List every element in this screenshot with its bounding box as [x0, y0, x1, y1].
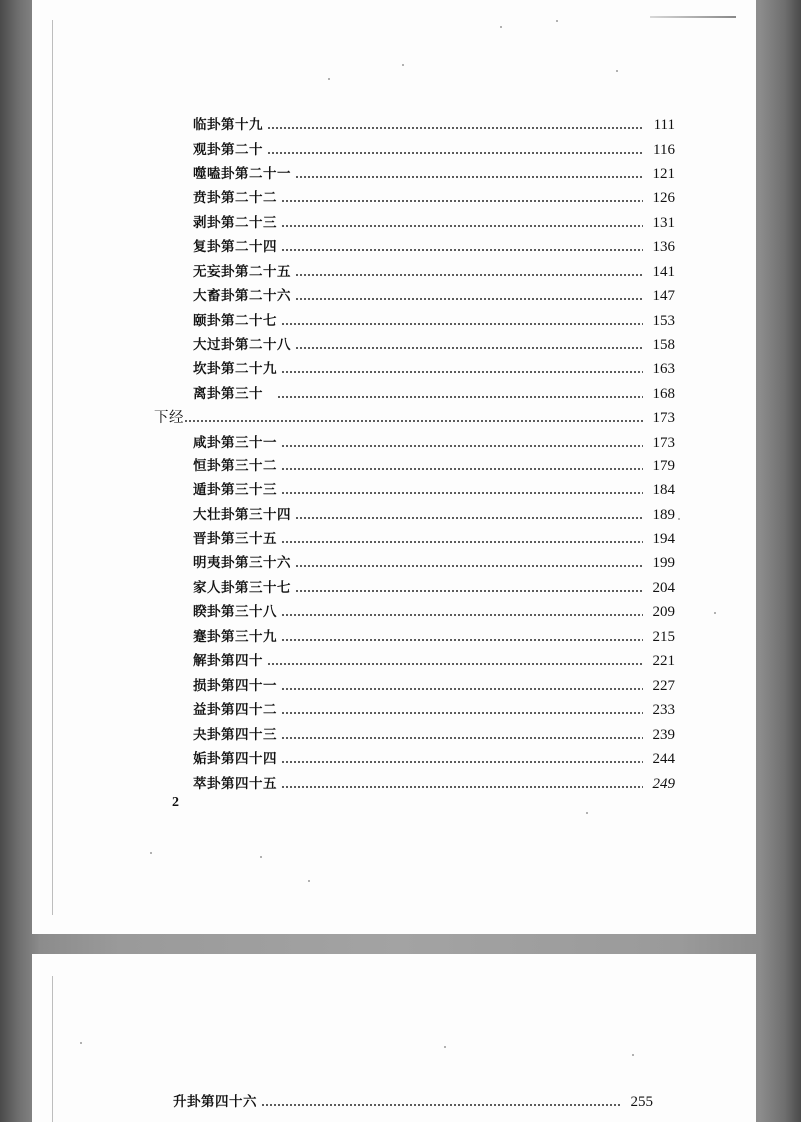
toc-entry-page: 153	[652, 313, 675, 329]
toc-entry-title: 剥卦第二十三	[193, 215, 277, 231]
scan-speck	[308, 880, 310, 882]
toc-entry	[193, 336, 675, 354]
toc-dot-leader	[184, 420, 643, 422]
toc-entry	[193, 457, 675, 475]
toc-entry-title: 蹇卦第三十九	[193, 629, 277, 645]
toc-dot-leader	[281, 712, 643, 714]
toc-entry	[193, 750, 675, 768]
toc-entry-page: 126	[652, 190, 675, 206]
document-page-2	[32, 954, 756, 1122]
toc-entry	[193, 481, 675, 499]
toc-dot-leader	[295, 517, 643, 519]
toc-entry-page: 163	[652, 361, 675, 377]
toc-entry-page: 136	[652, 239, 675, 255]
toc-entry	[193, 385, 675, 403]
toc-entry-title: 坎卦第二十九	[193, 361, 277, 377]
toc-entry	[193, 312, 675, 330]
toc-entry	[193, 165, 675, 183]
scan-speck	[150, 852, 152, 854]
toc-dot-leader	[281, 225, 643, 227]
toc-entry	[193, 726, 675, 744]
scan-speck	[586, 812, 588, 814]
toc-entry-page: 121	[652, 166, 675, 182]
page-binding-line	[52, 20, 53, 915]
toc-entry-title: 损卦第四十一	[193, 678, 277, 694]
toc-entry-title: 夬卦第四十三	[193, 727, 277, 743]
toc-entry-page: 147	[652, 288, 675, 304]
scan-speck	[556, 20, 558, 22]
scan-speck	[616, 70, 618, 72]
toc-dot-leader	[281, 445, 643, 447]
toc-dot-leader	[295, 274, 643, 276]
toc-entry-title: 大畜卦第二十六	[193, 288, 291, 304]
toc-entry-title: 解卦第四十	[193, 653, 263, 669]
toc-entry-page: 199	[652, 555, 675, 571]
toc-dot-leader	[277, 396, 643, 398]
toc-entry-page: 249	[652, 776, 675, 792]
toc-dot-leader	[281, 371, 643, 373]
toc-entry-title: 晋卦第三十五	[193, 531, 277, 547]
toc-entry-page: 173	[652, 410, 675, 426]
toc-dot-leader	[281, 468, 643, 470]
toc-entry-page: 239	[652, 727, 675, 743]
toc-entry-title: 睽卦第三十八	[193, 604, 277, 620]
toc-dot-leader	[281, 688, 643, 690]
toc-entry-title: 噬嗑卦第二十一	[193, 166, 291, 182]
scan-speck	[328, 78, 330, 80]
toc-entry	[173, 1093, 653, 1111]
toc-entry	[193, 701, 675, 719]
toc-entry-title: 离卦第三十	[193, 386, 263, 402]
toc-entry-page: 255	[630, 1094, 653, 1110]
toc-entry-title: 大过卦第二十八	[193, 337, 291, 353]
toc-entry	[193, 287, 675, 305]
toc-dot-leader	[295, 298, 643, 300]
toc-entry-title: 家人卦第三十七	[193, 580, 291, 596]
scan-speck	[678, 518, 680, 520]
toc-entry-title: 复卦第二十四	[193, 239, 277, 255]
toc-entry-page: 189	[652, 507, 675, 523]
toc-dot-leader	[281, 249, 643, 251]
toc-entry-title: 贲卦第二十二	[193, 190, 277, 206]
toc-entry-page: 116	[653, 142, 675, 158]
scan-speck	[80, 1042, 82, 1044]
toc-entry	[193, 263, 675, 281]
toc-entry	[193, 628, 675, 646]
toc-entry	[193, 189, 675, 207]
toc-entry	[193, 775, 675, 793]
toc-dot-leader	[267, 663, 643, 665]
toc-entry-page: 221	[652, 653, 675, 669]
toc-entry-page: 168	[652, 386, 675, 402]
toc-dot-leader	[281, 761, 643, 763]
toc-entry	[193, 116, 675, 134]
toc-dot-leader	[295, 176, 643, 178]
toc-entry-title: 遁卦第三十三	[193, 482, 277, 498]
header-rule	[650, 16, 736, 18]
toc-entry-page: 141	[652, 264, 675, 280]
toc-entry-title: 大壮卦第三十四	[193, 507, 291, 523]
toc-dot-leader	[281, 492, 643, 494]
toc-dot-leader	[261, 1104, 621, 1106]
toc-section-title: 下经	[154, 410, 184, 426]
toc-dot-leader	[281, 614, 643, 616]
toc-entry-title: 明夷卦第三十六	[193, 555, 291, 571]
toc-dot-leader	[267, 127, 643, 129]
toc-entry	[193, 652, 675, 670]
toc-entry-title: 临卦第十九	[193, 117, 263, 133]
toc-entry	[193, 554, 675, 572]
toc-entry-page: 215	[652, 629, 675, 645]
toc-entry-page: 244	[652, 751, 675, 767]
toc-entry-page: 173	[652, 435, 675, 451]
scan-speck	[632, 1054, 634, 1056]
document-page-1	[32, 0, 756, 934]
toc-entry-page: 227	[652, 678, 675, 694]
toc-dot-leader	[281, 639, 643, 641]
toc-entry-page: 184	[652, 482, 675, 498]
toc-entry	[193, 214, 675, 232]
scan-speck	[500, 26, 502, 28]
toc-entry-page: 179	[652, 458, 675, 474]
toc-entry-page: 158	[652, 337, 675, 353]
scan-speck	[402, 64, 404, 66]
toc-dot-leader	[295, 347, 643, 349]
toc-entry-title: 咸卦第三十一	[193, 435, 277, 451]
toc-entry	[193, 579, 675, 597]
toc-dot-leader	[281, 200, 643, 202]
toc-entry	[193, 677, 675, 695]
toc-entry-title: 萃卦第四十五	[193, 776, 277, 792]
toc-entry	[193, 360, 675, 378]
scan-speck	[444, 1046, 446, 1048]
toc-entry-page: 204	[652, 580, 675, 596]
toc-entry-page: 233	[652, 702, 675, 718]
toc-entry-title: 颐卦第二十七	[193, 313, 277, 329]
toc-entry	[193, 530, 675, 548]
toc-dot-leader	[295, 590, 643, 592]
toc-entry-page: 194	[652, 531, 675, 547]
toc-entry-page: 131	[652, 215, 675, 231]
toc-entry	[193, 434, 675, 452]
page-number: 2	[172, 795, 179, 810]
toc-dot-leader	[295, 565, 643, 567]
toc-entry-page: 209	[652, 604, 675, 620]
toc-entry-title: 升卦第四十六	[173, 1094, 257, 1110]
toc-dot-leader	[281, 786, 643, 788]
toc-entry	[193, 141, 675, 159]
toc-dot-leader	[267, 152, 643, 154]
toc-entry-title: 观卦第二十	[193, 142, 263, 158]
toc-entry	[193, 506, 675, 524]
toc-dot-leader	[281, 323, 643, 325]
toc-dot-leader	[281, 541, 643, 543]
toc-entry	[193, 238, 675, 256]
toc-dot-leader	[281, 737, 643, 739]
toc-entry-title: 恒卦第三十二	[193, 458, 277, 474]
page-binding-line	[52, 976, 53, 1122]
toc-entry-page: 111	[653, 117, 675, 133]
scan-speck	[260, 856, 262, 858]
toc-entry-title: 益卦第四十二	[193, 702, 277, 718]
toc-entry-title: 无妄卦第二十五	[193, 264, 291, 280]
scan-speck	[714, 612, 716, 614]
toc-section-heading	[154, 409, 675, 427]
toc-entry-title: 姤卦第四十四	[193, 751, 277, 767]
toc-entry	[193, 603, 675, 621]
